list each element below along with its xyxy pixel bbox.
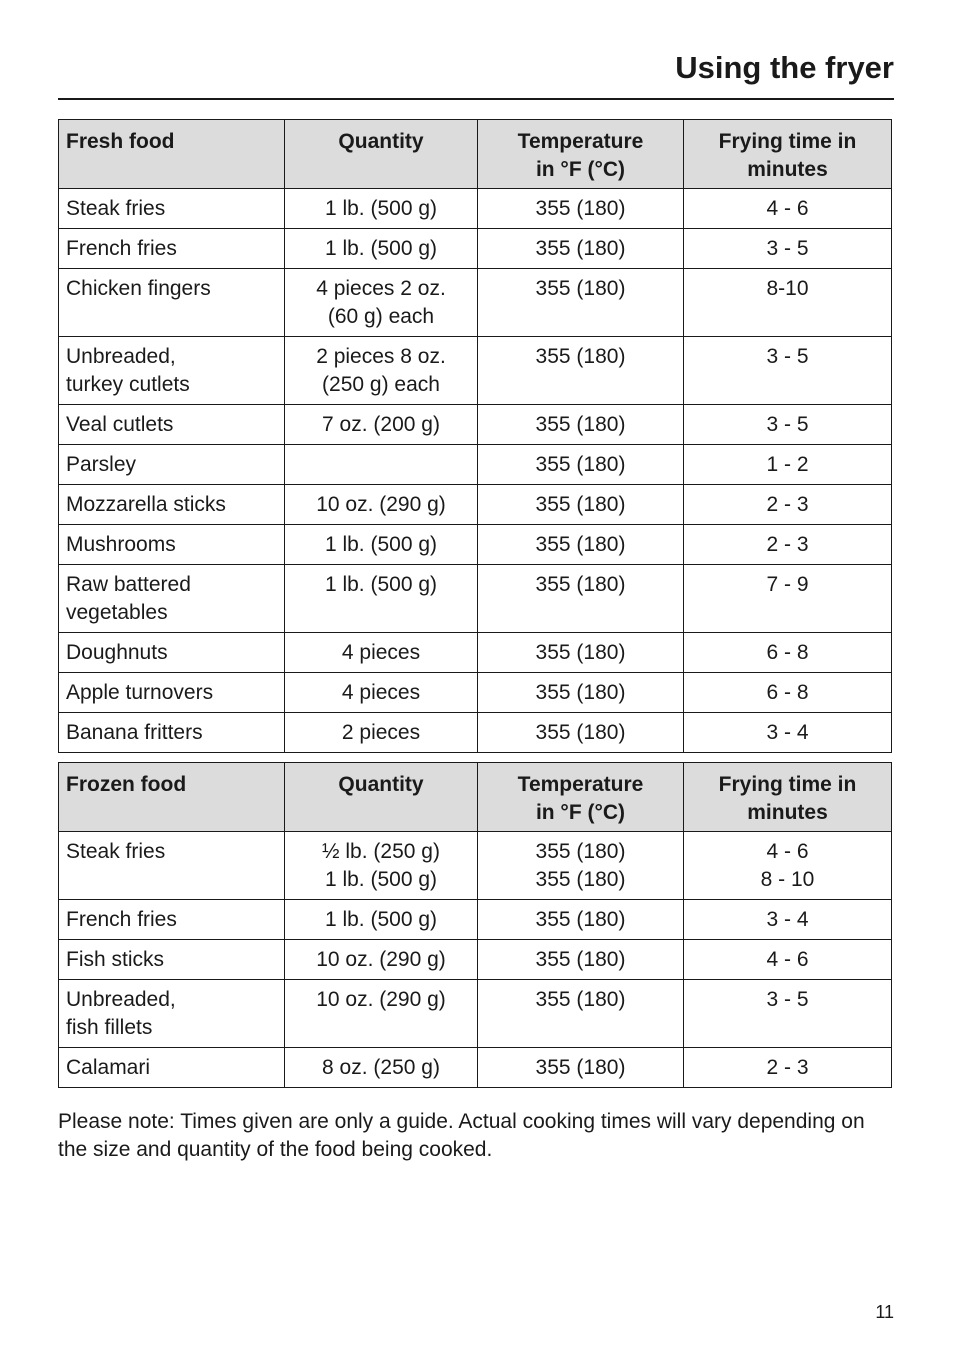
cell-food — [59, 337, 285, 405]
cell-quantity-line: 1 lb. (500 g) — [324, 237, 438, 260]
cell-food — [59, 445, 285, 485]
cell-temperature-line: 355 (180) — [535, 345, 626, 368]
cell-frying-time — [684, 229, 892, 269]
cell-food — [59, 1048, 285, 1088]
cell-quantity-line: 10 oz. (290 g) — [316, 493, 446, 516]
cell-food-line: Doughnuts — [66, 641, 168, 664]
cell-temperature — [478, 269, 684, 337]
cell-food-line: Chicken fingers — [66, 277, 211, 300]
cell-food — [59, 940, 285, 980]
cell-quantity — [285, 713, 478, 753]
cell-temperature-line: 355 (180) — [535, 533, 626, 556]
cell-temperature-line: 355 (180) — [535, 948, 626, 971]
cell-frying-time — [684, 900, 892, 940]
cell-quantity — [285, 940, 478, 980]
cell-food — [59, 713, 285, 753]
cell-temperature-line: 355 (180) — [535, 721, 626, 744]
cell-temperature — [478, 189, 684, 229]
cell-quantity-line: 1 lb. (500 g) — [324, 573, 438, 596]
cell-quantity-line: 1 lb. (500 g) — [324, 533, 438, 556]
cell-quantity-line: 7 oz. (200 g) — [322, 413, 440, 436]
table-row — [59, 485, 892, 525]
table-row — [59, 673, 892, 713]
cell-food-line: Unbreaded, — [66, 988, 176, 1011]
table-row — [59, 269, 892, 337]
cell-temperature-line: 355 (180) — [535, 908, 626, 931]
cell-frying-time-line: 3 - 5 — [766, 413, 809, 436]
cell-food-line: Raw battered — [66, 573, 191, 596]
cell-food — [59, 633, 285, 673]
table-row — [59, 189, 892, 229]
cell-temperature — [478, 485, 684, 525]
cell-quantity — [285, 1048, 478, 1088]
cell-temperature — [478, 565, 684, 633]
header-food: Frozen food — [59, 763, 285, 832]
cell-temperature-line: 355 (180) — [535, 868, 626, 891]
fresh-food-table — [58, 119, 892, 753]
table-row — [59, 405, 892, 445]
cell-frying-time-line: 6 - 8 — [766, 641, 809, 664]
cell-food-line: vegetables — [66, 601, 168, 624]
cell-temperature-line: 355 (180) — [535, 681, 626, 704]
cell-food-line: Mushrooms — [66, 533, 176, 556]
page-number: 11 — [875, 1302, 894, 1322]
cell-frying-time-line: 6 - 8 — [766, 681, 809, 704]
cell-frying-time-line: 7 - 9 — [766, 573, 809, 596]
table-row — [59, 832, 892, 900]
cell-frying-time — [684, 525, 892, 565]
header-quantity: Quantity — [285, 763, 478, 832]
cell-temperature-line: 355 (180) — [535, 493, 626, 516]
cell-food-line: fish fillets — [66, 1016, 153, 1039]
cell-frying-time — [684, 713, 892, 753]
cell-quantity-line: (250 g) each — [322, 373, 440, 396]
cell-temperature-line: 355 (180) — [535, 453, 626, 476]
cell-quantity — [285, 337, 478, 405]
cell-frying-time-line: 8-10 — [766, 277, 809, 300]
cell-temperature — [478, 633, 684, 673]
cell-food — [59, 525, 285, 565]
title-divider — [58, 98, 894, 100]
cell-temperature-line: 355 (180) — [535, 988, 626, 1011]
cell-frying-time — [684, 485, 892, 525]
cell-food-line: Calamari — [66, 1056, 151, 1079]
cell-food-line: Steak fries — [66, 840, 166, 863]
cell-frying-time — [684, 940, 892, 980]
header-temperature-line: Temperature — [517, 130, 644, 153]
header-frying-time-line: Frying time in — [718, 130, 857, 153]
cell-food — [59, 189, 285, 229]
cell-temperature-line: 355 (180) — [535, 237, 626, 260]
table-row — [59, 940, 892, 980]
cell-temperature — [478, 1048, 684, 1088]
cell-food — [59, 229, 285, 269]
frozen-food-rows — [59, 832, 892, 1088]
cell-quantity — [285, 980, 478, 1048]
cell-temperature — [478, 673, 684, 713]
cell-temperature — [478, 713, 684, 753]
header-temperature-line: in °F (°C) — [535, 801, 626, 824]
cell-temperature — [478, 525, 684, 565]
cell-food-line: Parsley — [66, 453, 137, 476]
cell-frying-time-line: 2 - 3 — [766, 493, 809, 516]
cell-quantity-line: 10 oz. (290 g) — [316, 948, 446, 971]
cell-quantity-line: 2 pieces — [341, 721, 421, 744]
cell-quantity-line: 1 lb. (500 g) — [324, 868, 438, 891]
table-row — [59, 565, 892, 633]
cell-quantity — [285, 189, 478, 229]
cell-quantity — [285, 269, 478, 337]
cell-quantity-line: 8 oz. (250 g) — [322, 1056, 440, 1079]
cell-temperature — [478, 337, 684, 405]
cell-temperature — [478, 832, 684, 900]
cell-food-line: Unbreaded, — [66, 345, 176, 368]
cell-temperature-line: 355 (180) — [535, 573, 626, 596]
cell-temperature — [478, 980, 684, 1048]
cell-food-line: French fries — [66, 908, 177, 931]
frozen-food-table — [58, 762, 892, 1088]
table-row — [59, 337, 892, 405]
cell-frying-time — [684, 189, 892, 229]
header-frying-time — [684, 763, 892, 832]
cell-quantity — [285, 405, 478, 445]
cell-food-line: turkey cutlets — [66, 373, 190, 396]
cell-quantity-line: 2 pieces 8 oz. — [316, 345, 446, 368]
cell-temperature — [478, 405, 684, 445]
table-row — [59, 633, 892, 673]
header-quantity: Quantity — [285, 120, 478, 189]
header-food: Fresh food — [59, 120, 285, 189]
cell-temperature-line: 355 (180) — [535, 1056, 626, 1079]
cell-quantity-line: 4 pieces — [341, 641, 421, 664]
cell-quantity-line: 1 lb. (500 g) — [324, 908, 438, 931]
table-row — [59, 1048, 892, 1088]
cell-temperature-line: 355 (180) — [535, 641, 626, 664]
cell-quantity-line: ½ lb. (250 g) — [322, 840, 440, 863]
cell-quantity-line: 10 oz. (290 g) — [316, 988, 446, 1011]
cell-temperature-line: 355 (180) — [535, 197, 626, 220]
cell-frying-time — [684, 1048, 892, 1088]
cell-food — [59, 673, 285, 713]
cell-frying-time-line: 8 - 10 — [760, 868, 815, 891]
cell-temperature — [478, 229, 684, 269]
cell-temperature — [478, 940, 684, 980]
cell-food-line: Apple turnovers — [66, 681, 214, 704]
cell-food — [59, 405, 285, 445]
cell-food-line: Steak fries — [66, 197, 166, 220]
cell-frying-time — [684, 269, 892, 337]
cell-quantity-line: (60 g) each — [327, 305, 435, 328]
header-frying-time-line: minutes — [747, 158, 828, 181]
table-row — [59, 229, 892, 269]
cell-frying-time-line: 3 - 5 — [766, 237, 809, 260]
cell-food — [59, 269, 285, 337]
table-row — [59, 713, 892, 753]
header-temperature-line: in °F (°C) — [535, 158, 626, 181]
cell-frying-time — [684, 980, 892, 1048]
header-temperature — [478, 763, 684, 832]
cell-frying-time-line: 1 - 2 — [766, 453, 809, 476]
header-temperature-line: Temperature — [517, 773, 644, 796]
cell-frying-time-line: 3 - 4 — [766, 721, 809, 744]
cell-frying-time — [684, 405, 892, 445]
cell-quantity — [285, 229, 478, 269]
cell-food — [59, 900, 285, 940]
cell-frying-time-line: 4 - 6 — [766, 840, 809, 863]
cell-food-line: Fish sticks — [66, 948, 165, 971]
cell-quantity-line: 4 pieces — [341, 681, 421, 704]
cell-frying-time-line: 4 - 6 — [766, 948, 809, 971]
table-row — [59, 525, 892, 565]
cell-food — [59, 980, 285, 1048]
cell-frying-time-line: 3 - 5 — [766, 345, 809, 368]
cell-quantity — [285, 565, 478, 633]
cooking-note: Please note: Times given are only a guide. Actual cooking times will vary depending on the size and quantity of the food being cooked. — [58, 1110, 865, 1161]
table-row — [59, 445, 892, 485]
header-frying-time-line: minutes — [747, 801, 828, 824]
cell-frying-time — [684, 832, 892, 900]
cell-frying-time — [684, 633, 892, 673]
cell-food-line: Banana fritters — [66, 721, 203, 744]
cell-temperature-line: 355 (180) — [535, 277, 626, 300]
table-header-row — [59, 763, 892, 832]
cell-frying-time-line: 2 - 3 — [766, 533, 809, 556]
cell-quantity — [285, 445, 478, 485]
cell-food — [59, 485, 285, 525]
cell-frying-time — [684, 445, 892, 485]
cell-frying-time-line: 4 - 6 — [766, 197, 809, 220]
header-frying-time-line: Frying time in — [718, 773, 857, 796]
cell-food-line: Veal cutlets — [66, 413, 174, 436]
table-header-row — [59, 120, 892, 189]
page-title: Using the fryer — [675, 50, 894, 85]
cell-quantity — [285, 673, 478, 713]
header-temperature — [478, 120, 684, 189]
cell-food — [59, 832, 285, 900]
cell-frying-time-line: 3 - 4 — [766, 908, 809, 931]
cell-frying-time — [684, 337, 892, 405]
cell-quantity — [285, 525, 478, 565]
cell-temperature — [478, 445, 684, 485]
cell-food-line: French fries — [66, 237, 177, 260]
cell-frying-time — [684, 565, 892, 633]
cell-frying-time-line: 2 - 3 — [766, 1056, 809, 1079]
cell-food — [59, 565, 285, 633]
cell-quantity-line: 1 lb. (500 g) — [324, 197, 438, 220]
fresh-food-rows — [59, 189, 892, 753]
cell-frying-time-line: 3 - 5 — [766, 988, 809, 1011]
cell-temperature — [478, 900, 684, 940]
table-row — [59, 900, 892, 940]
cell-temperature-line: 355 (180) — [535, 840, 626, 863]
cell-quantity-line: 4 pieces 2 oz. — [316, 277, 446, 300]
cell-quantity — [285, 900, 478, 940]
cell-food-line: Mozzarella sticks — [66, 493, 226, 516]
cell-quantity — [285, 485, 478, 525]
header-frying-time — [684, 120, 892, 189]
cell-quantity — [285, 633, 478, 673]
cell-frying-time — [684, 673, 892, 713]
table-row — [59, 980, 892, 1048]
cell-temperature-line: 355 (180) — [535, 413, 626, 436]
cell-quantity — [285, 832, 478, 900]
